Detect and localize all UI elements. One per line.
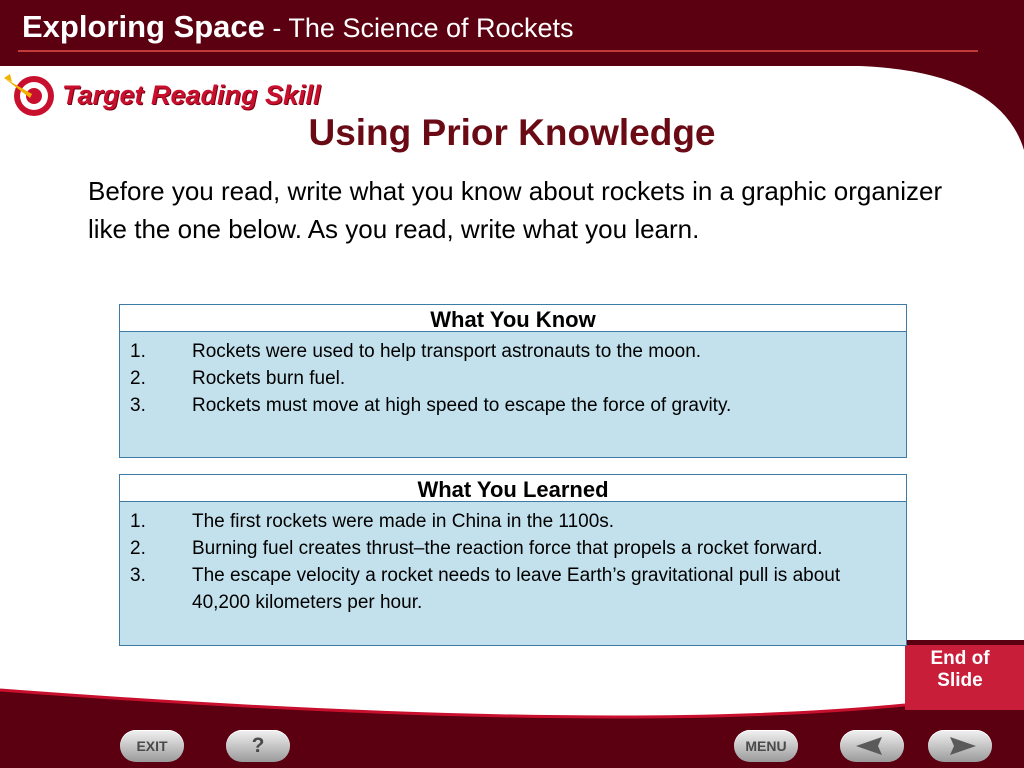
end-of-slide-label: End of Slide [930,648,990,691]
what-you-learned-heading: What You Learned [120,475,906,502]
help-label: ? [251,734,265,757]
list-item-number: 1. [130,511,146,532]
help-button[interactable] [226,730,290,762]
list-item-number: 2. [130,538,146,559]
list-item-number: 3. [130,395,146,416]
list-item [120,535,906,562]
list-item [120,365,906,392]
list-item-number: 3. [130,565,146,586]
menu-button[interactable] [734,730,798,762]
exit-button[interactable] [120,730,184,762]
exit-label: EXIT [136,738,168,754]
list-item-text: Rockets must move at high speed to escape the force of gravity. [192,395,732,416]
section-label: Target Reading Skill [62,80,321,110]
header-rule [18,50,978,52]
list-item [120,392,906,419]
list-item-text: The escape velocity a rocket needs to leave Earth’s gravitational pull is about 40,200 kilometers per hour. [192,565,841,613]
list-item-text: The first rockets were made in China in the 1100s. [192,511,615,532]
end-of-slide-button[interactable] [908,638,1012,704]
what-you-know-list [120,332,906,419]
back-button[interactable] [840,730,904,762]
list-item [120,338,906,365]
list-item-number: 1. [130,341,146,362]
what-you-know-heading: What You Know [120,305,906,332]
header-bar [0,0,1024,66]
left-arrow-icon [840,730,904,762]
list-item [120,508,906,535]
list-item-text: Rockets burn fuel. [192,368,346,389]
menu-label: MENU [745,738,787,754]
header-title-main: Exploring Space [22,9,265,44]
list-item [120,562,906,616]
header-title-sub: - The Science of Rockets [264,13,574,43]
list-item-number: 2. [130,368,146,389]
intro-text: Before you read, write what you know about rockets in a graphic organizer like the one below. As you read, write what you learn. [88,176,943,244]
header-title [22,9,574,45]
what-you-learned-box [119,474,907,646]
right-arrow-icon [928,730,992,762]
list-item-text: Burning fuel creates thrust–the reaction force that propels a rocket forward. [192,538,823,559]
list-item-text: Rockets were used to help transport astronauts to the moon. [192,341,702,362]
what-you-know-box [119,304,907,458]
page-title: Using Prior Knowledge [308,112,716,153]
forward-button[interactable] [928,730,992,762]
what-you-learned-list [120,502,906,616]
